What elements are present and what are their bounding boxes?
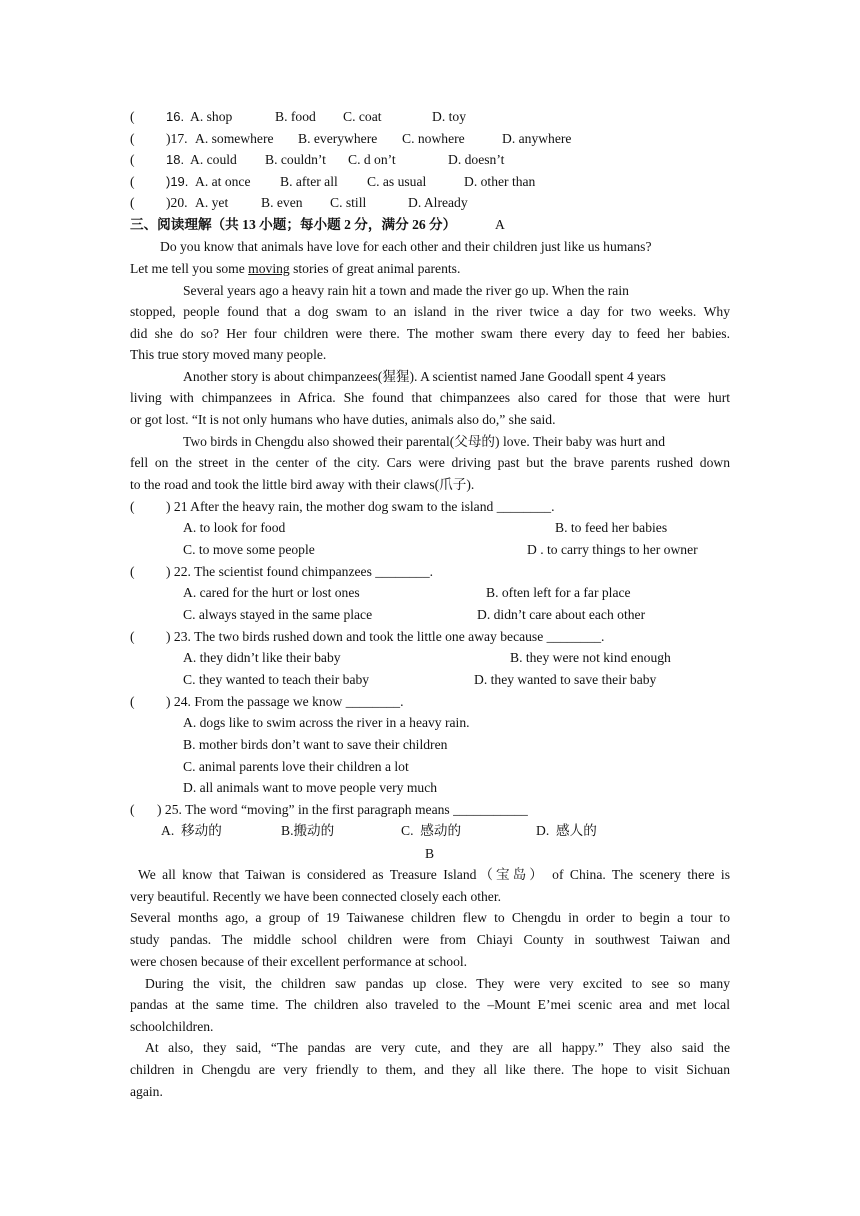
option-c: C. they wanted to teach their baby [183,672,370,687]
option-c: C. still [330,195,367,210]
paren: ( [130,564,135,579]
option-b: B. even [261,195,303,210]
option-d: D. anywhere [502,131,572,146]
option-c: C. 感动的 [401,823,462,838]
question-stem: ) 24. From the passage we know ________. [166,694,404,709]
passage-b-line: again. [130,1084,163,1099]
passage-a-line: to the road and took the little bird away with their claws(爪子). [130,477,475,492]
paren: ( [130,152,135,167]
option-b: B. food [275,109,316,124]
passage-b-line: At also, they said, “The pandas are very cute, and they are all happy.” They also said the [145,1040,730,1055]
option-d: D. all animals want to move people very much [183,780,438,795]
section-heading: 三、阅读理解（共 13 小题；每小题 2 分，满分 26 分） [130,217,457,232]
option-c: C. d on’t [348,152,396,167]
option-b: B. they were not kind enough [510,650,671,665]
option-a: A. could [190,152,237,167]
passage-b-line: were chosen because of their excellent performance at school. [130,954,468,969]
passage-b-line: Several months ago, a group of 19 Taiwanese children flew to Chengdu in order to begin a tour to [130,910,730,925]
underlined-word: moving [248,261,290,276]
question-stem: ) 25. The word “moving” in the first paragraph means ___________ [157,802,528,817]
passage-a-line: living with chimpanzees in Africa. She found that chimpanzees also cared for those that were hurt [130,390,730,405]
option-b: B. to feed her babies [555,520,668,535]
option-d: D. they wanted to save their baby [474,672,657,687]
question-number: 18. [166,152,185,167]
passage-a-line: stopped, people found that a dog swam to an island in the river twice a day for two weeks. Why [130,304,730,319]
paren: ( [130,195,135,210]
option-c: C. always stayed in the same place [183,607,373,622]
passage-b-letter: B [425,846,435,861]
option-c: C. animal parents love their children a lot [183,759,409,774]
question-number: )19. [166,174,189,189]
option-d: D. other than [464,174,536,189]
question-number: 16. [166,109,185,124]
option-d: D. 感人的 [536,823,597,838]
option-c: C. as usual [367,174,427,189]
passage-a-line: did she do so? Her four children were there. The mother swam there every day to feed her babies. [130,326,730,341]
option-a: A. cared for the hurt or lost ones [183,585,360,600]
passage-a-line: This true story moved many people. [130,347,327,362]
paren: ( [130,694,135,709]
option-a: A. to look for food [183,520,286,535]
option-a: A. at once [195,174,251,189]
option-a: A. they didn’t like their baby [183,650,341,665]
paren: ( [130,174,135,189]
passage-b-line: very beautiful. Recently we have been connected closely each other. [130,889,502,904]
option-b: B. after all [280,174,338,189]
passage-b-line: children in Chengdu are very friendly to them, and they all like there. The hope to visit Sichuan [130,1062,730,1077]
question-stem: ) 22. The scientist found chimpanzees ________. [166,564,434,579]
passage-a-line: or got lost. “It is not only humans who have duties, animals also do,” she said. [130,412,556,427]
passage-a-line: Several years ago a heavy rain hit a town and made the river go up. When the rain [183,283,629,298]
option-a: A. dogs like to swim across the river in a heavy rain. [183,715,470,730]
paren: ( [130,131,135,146]
option-a: A. somewhere [195,131,274,146]
option-d: D. toy [432,109,466,124]
question-stem: ) 23. The two birds rushed down and took the little one away because ________. [166,629,605,644]
passage-b-line: During the visit, the children saw pandas up close. They were very excited to see so many [145,976,730,991]
option-c: C. nowhere [402,131,465,146]
paren: ( [130,499,135,514]
passage-a-line: Do you know that animals have love for each other and their children just like us humans? [160,239,652,254]
paren: ( [130,109,135,124]
passage-b-line: schoolchildren. [130,1019,214,1034]
question-stem: ) 21 After the heavy rain, the mother dog swam to the island ________. [166,499,555,514]
option-d: D. doesn’t [448,152,505,167]
paren: ( [130,802,135,817]
option-c: C. coat [343,109,382,124]
option-b: B. couldn’t [265,152,326,167]
passage-a-line: Let me tell you some moving stories of great animal parents. [130,261,461,276]
option-d: D. didn’t care about each other [477,607,646,622]
option-b: B.搬动的 [281,823,335,838]
option-c: C. to move some people [183,542,315,557]
option-b: B. everywhere [298,131,378,146]
passage-b-line: pandas at the same time. The children also traveled to the –Mount E’mei scenic area and met local [130,997,730,1012]
option-a: A. 移动的 [161,823,222,838]
question-number: )17. [166,131,188,146]
passage-a-line: fell on the street in the center of the city. Cars were driving past but the brave parents rushed down [130,455,730,470]
option-b: B. mother birds don’t want to save their children [183,737,448,752]
passage-b-line: study pandas. The middle school children were from Chiayi County in southwest Taiwan and [130,932,730,947]
passage-a-line: Two birds in Chengdu also showed their parental(父母的) love. Their baby was hurt and [183,434,666,449]
option-d: D. Already [408,195,468,210]
passage-b-line: We all know that Taiwan is considered as Treasure Island（宝岛） of China. The scenery there is [138,867,730,882]
option-d: D . to carry things to her owner [527,542,698,557]
question-number: )20. [166,195,188,210]
paren: ( [130,629,135,644]
section-heading-letter: A [495,217,505,232]
option-b: B. often left for a far place [486,585,631,600]
option-a: A. yet [195,195,229,210]
passage-a-line: Another story is about chimpanzees(猩猩). A scientist named Jane Goodall spent 4 years [183,369,666,384]
option-a: A. shop [190,109,233,124]
